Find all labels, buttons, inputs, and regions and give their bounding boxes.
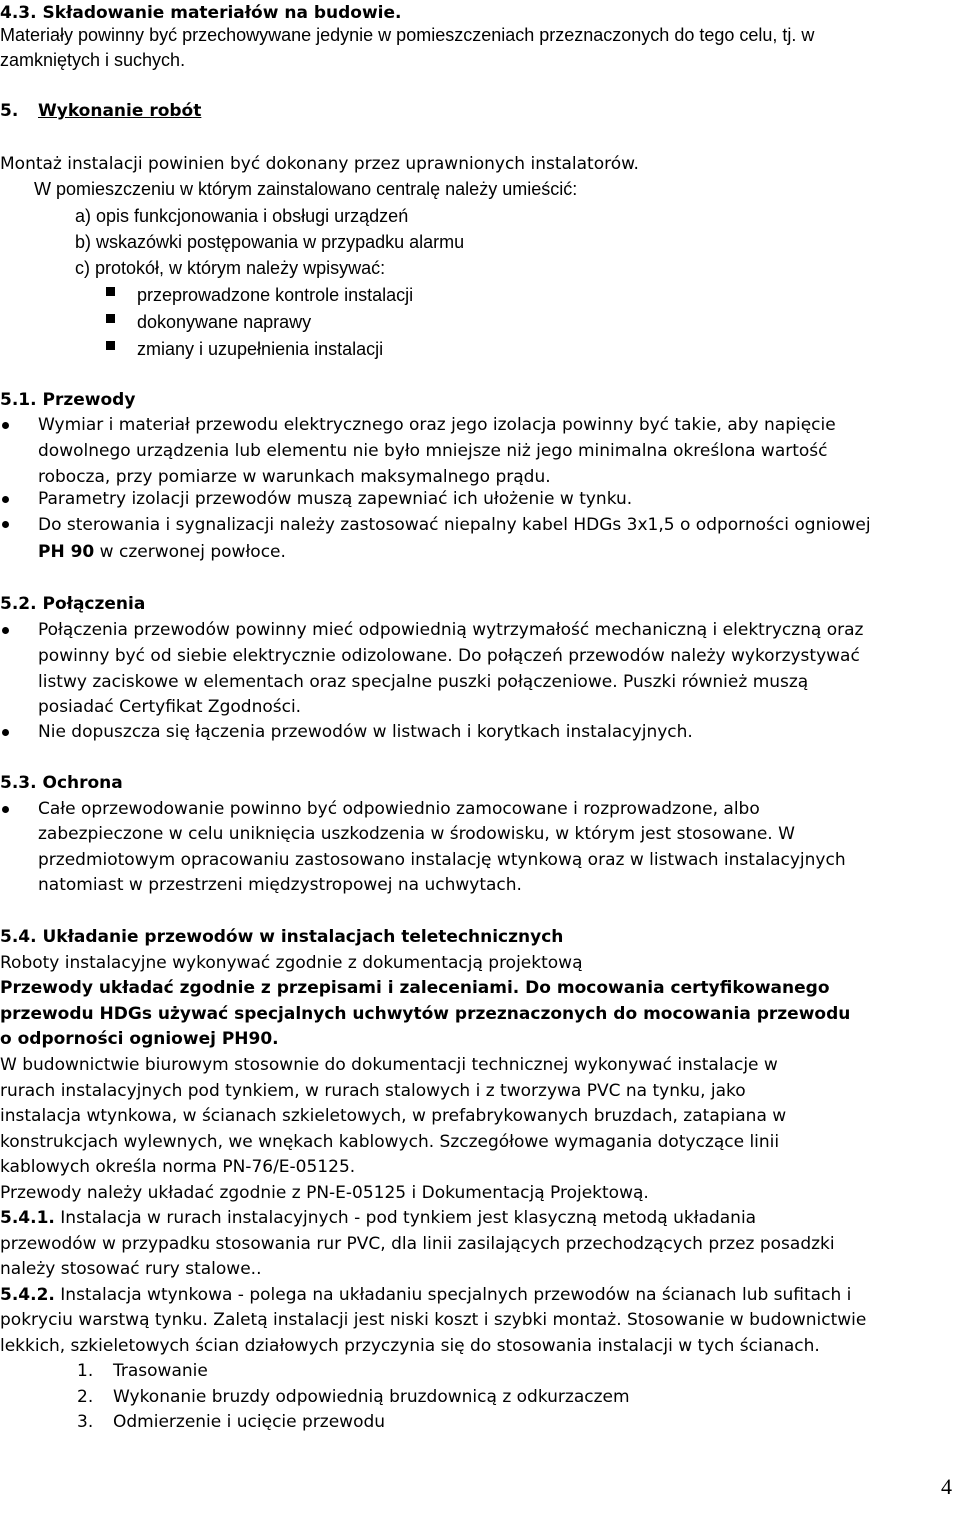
s52-bullet-1-line-4: posiadać Certyfikat Zgodności. xyxy=(38,697,302,717)
s5-intro-1: Montaż instalacji powinien być dokonany przez uprawnionych instalatorów. xyxy=(0,154,639,174)
bullet-icon xyxy=(2,521,9,528)
s54-line-1: Roboty instalacyjne wykonywać zgodnie z dokumentacją projektową xyxy=(0,953,583,973)
s53-bullet-1-line-1: Całe oprzewodowanie powinno być odpowiednio zamocowane i rozprowadzone, albo xyxy=(38,799,760,819)
s5-item-b: b) wskazówki postępowania w przypadku alarmu xyxy=(75,232,465,252)
s51-bullet-3-line-2 xyxy=(38,540,286,564)
section-5-4-2-number: 5.4.2. xyxy=(0,1285,55,1305)
bullet-icon xyxy=(2,729,9,736)
step-number: 1. xyxy=(77,1361,94,1381)
s52-bullet-1-line-2: powinny być od siebie elektrycznie odizolowane. Do połączeń przewodów należy wykorzystywać xyxy=(38,646,860,666)
s53-bullet-1-line-4: natomiast w przestrzeni międzystropowej na uchwytach. xyxy=(38,875,522,895)
s54-para-line-3: instalacja wtynkowa, w ścianach szkieletowych, w prefabrykowanych bruzdach, zatapiana w xyxy=(0,1106,787,1126)
s54-para-line-5: kablowych określa norma PN-76/E-05125. xyxy=(0,1157,356,1177)
fire-rating-text: PH 90 xyxy=(38,542,95,562)
s542-line-1 xyxy=(0,1283,851,1307)
square-bullet-icon xyxy=(106,287,115,296)
s52-bullet-1-line-1: Połączenia przewodów powinny mieć odpowiednią wytrzymałość mechaniczną i elektryczną oraz xyxy=(38,620,864,640)
s5-subitem-3: zmiany i uzupełnienia instalacji xyxy=(137,339,384,359)
s54-para-line-4: konstrukcjach wylewnych, we wnękach kablowych. Szczegółowe wymagania dotyczące linii xyxy=(0,1132,780,1152)
s542-text: Instalacja wtynkowa - polega na układaniu specjalnych przewodów na ścianach lub sufitach i xyxy=(54,1285,852,1305)
s5-subitem-1: przeprowadzone kontrole instalacji xyxy=(137,285,414,305)
s541-text: Instalacja w rurach instalacyjnych - pod tynkiem jest klasyczną metodą układania xyxy=(54,1208,757,1228)
s541-line-3: należy stosować rury stalowe.. xyxy=(0,1259,262,1279)
section-5-number: 5. xyxy=(0,101,19,121)
s5-item-a: a) opis funkcjonowania i obsługi urządzeń xyxy=(75,206,409,226)
s52-bullet-1-line-3: listwy zaciskowe w elementach oraz specjalne puszki połączeniowe. Puszki również muszą xyxy=(38,672,809,692)
step-number: 3. xyxy=(77,1412,94,1432)
s51-bullet-1-line-2: dowolnego urządzenia lub elementu nie było mniejsze niż jego minimalna określona wartość xyxy=(38,441,828,461)
s5-subitem-2: dokonywane naprawy xyxy=(137,312,312,332)
step-item: Trasowanie xyxy=(113,1361,208,1381)
s52-bullet-2: Nie dopuszcza się łączenia przewodów w listwach i korytkach instalacyjnych. xyxy=(38,722,693,742)
section-4-3-heading: 4.3. Składowanie materiałów na budowie. xyxy=(0,3,402,23)
s5-intro-2: W pomieszczeniu w którym zainstalowano centralę należy umieścić: xyxy=(34,179,578,199)
s51-bullet-1-line-1: Wymiar i materiał przewodu elektrycznego oraz jego izolacja powinny być takie, aby napięcie xyxy=(38,415,836,435)
section-5-4-1-number: 5.4.1. xyxy=(0,1208,55,1228)
bullet-icon xyxy=(2,422,9,429)
s54-para-line-6: Przewody należy układać zgodnie z PN-E-05125 i Dokumentacją Projektową. xyxy=(0,1183,649,1203)
square-bullet-icon xyxy=(106,341,115,350)
s51-bullet-1-line-3: robocza, przy pomiarze w warunkach maksymalnego prądu. xyxy=(38,467,551,487)
s43-line-2: zamkniętych i suchych. xyxy=(0,50,186,70)
s54-bold-line-3: o odporności ogniowej PH90. xyxy=(0,1029,279,1049)
s54-para-line-2: rurach instalacyjnych pod tynkiem, w rurach stalowych i z tworzywa PVC na tynku, jako xyxy=(0,1081,746,1101)
s542-line-3: lekkich, szkieletowych ścian działowych przyczynia się do stosowania instalacji w tych ścianach. xyxy=(0,1336,820,1356)
page-number: 4 xyxy=(941,1474,952,1499)
step-item: Wykonanie bruzdy odpowiednią bruzdownicą z odkurzaczem xyxy=(113,1387,630,1407)
s53-bullet-1-line-2: zabezpieczone w celu uniknięcia uszkodzenia w środowisku, w którym jest stosowane. W xyxy=(38,824,795,844)
section-5-title: Wykonanie robót xyxy=(38,101,202,121)
s51-bullet-2: Parametry izolacji przewodów muszą zapewniać ich ułożenie w tynku. xyxy=(38,489,633,509)
bullet-icon xyxy=(2,627,9,634)
step-number: 2. xyxy=(77,1387,94,1407)
s51-bullet-3-line-1: Do sterowania i sygnalizacji należy zastosować niepalny kabel HDGs 3x1,5 o odporności ogniowej xyxy=(38,515,871,535)
section-5-1-heading: 5.1. Przewody xyxy=(0,390,136,410)
section-5-2-heading: 5.2. Połączenia xyxy=(0,594,146,614)
s54-para-line-1: W budownictwie biurowym stosownie do dokumentacji technicznej wykonywać instalacje w xyxy=(0,1055,778,1075)
bullet-icon xyxy=(2,496,9,503)
s43-line-1: Materiały powinny być przechowywane jedynie w pomieszczeniach przeznaczonych do tego celu, tj. w xyxy=(0,25,815,45)
s51-bullet-3-rest: w czerwonej powłoce. xyxy=(94,542,286,562)
s542-line-2: pokryciu warstwą tynku. Zaletą instalacji jest niski koszt i szybki montaż. Stosowanie w budownictwie xyxy=(0,1310,867,1330)
s54-bold-line-1: Przewody układać zgodnie z przepisami i zaleceniami. Do mocowania certyfikowanego xyxy=(0,978,830,998)
s5-item-c: c) protokół, w którym należy wpisywać: xyxy=(75,258,386,278)
bullet-icon xyxy=(2,806,9,813)
s541-line-2: przewodów w przypadku stosowania rur PVC, dla linii zasilających przechodzących przez posadzki xyxy=(0,1234,835,1254)
section-5-3-heading: 5.3. Ochrona xyxy=(0,773,123,793)
s54-bold-line-2: przewodu HDGs używać specjalnych uchwytów przeznaczonych do mocowania przewodu xyxy=(0,1004,851,1024)
s53-bullet-1-line-3: przedmiotowym opracowaniu zastosowano instalację wtynkową oraz w listwach instalacyjnych xyxy=(38,850,846,870)
step-item: Odmierzenie i ucięcie przewodu xyxy=(113,1412,386,1432)
square-bullet-icon xyxy=(106,314,115,323)
section-5-4-heading: 5.4. Układanie przewodów w instalacjach teletechnicznych xyxy=(0,927,564,947)
s541-line-1 xyxy=(0,1206,756,1230)
